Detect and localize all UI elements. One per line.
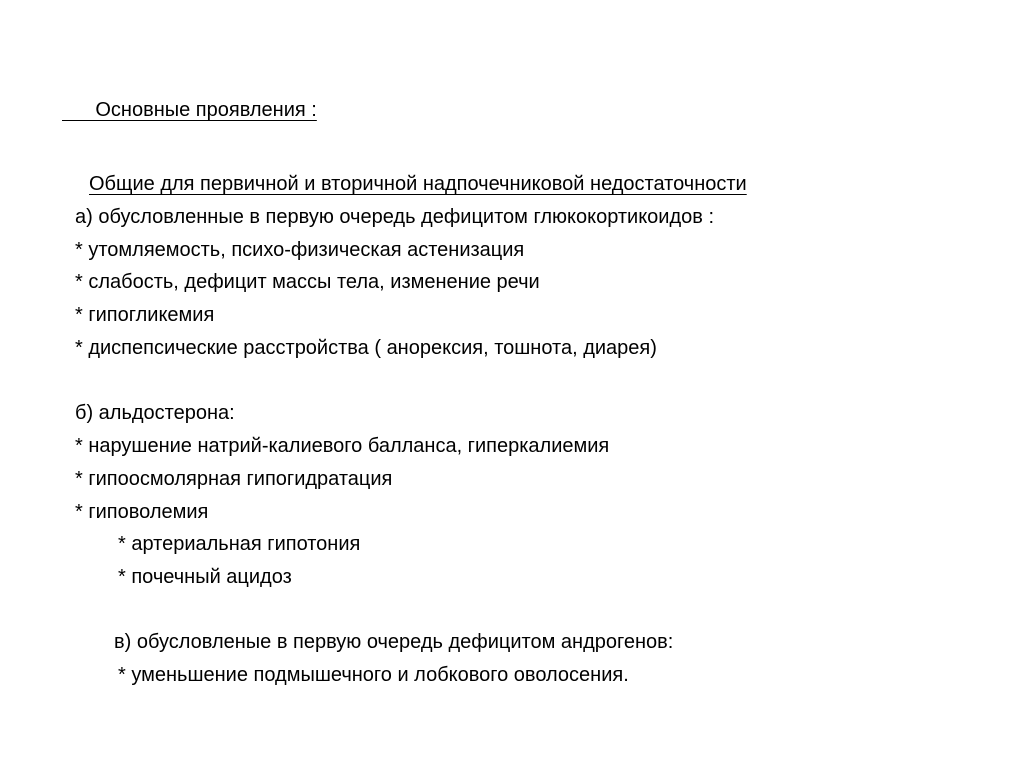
section-b-item: * гипоосмолярная гипогидратация	[75, 468, 393, 490]
section-b-item: * гиповолемия	[75, 501, 209, 523]
slide-subtitle: Общие для первичной и вторичной надпочечниковой недостаточности	[89, 173, 747, 195]
section-b-subitem: * почечный ацидоз	[118, 566, 292, 588]
section-a-item: * гипогликемия	[75, 304, 215, 326]
section-a-header: а) обусловленные в первую очередь дефицитом глюкокортикоидов :	[75, 206, 715, 228]
section-a-item: * слабость, дефицит массы тела, изменение речи	[75, 271, 540, 293]
section-c-header: в) обусловленые в первую очередь дефицитом андрогенов:	[114, 631, 674, 653]
section-a-item: * утомляемость, психо-физическая астенизация	[75, 239, 525, 261]
slide-title: Основные проявления :	[62, 99, 317, 121]
section-b-item: * нарушение натрий-калиевого балланса, гиперкалиемия	[75, 435, 610, 457]
section-c-item: * уменьшение подмышечного и лобкового оволосения.	[118, 664, 629, 686]
section-b-subitem: * артериальная гипотония	[118, 533, 361, 555]
section-b-header: б) альдостерона:	[75, 402, 235, 424]
section-a-item: * диспепсические расстройства ( анорексия, тошнота, диарея)	[75, 337, 657, 359]
